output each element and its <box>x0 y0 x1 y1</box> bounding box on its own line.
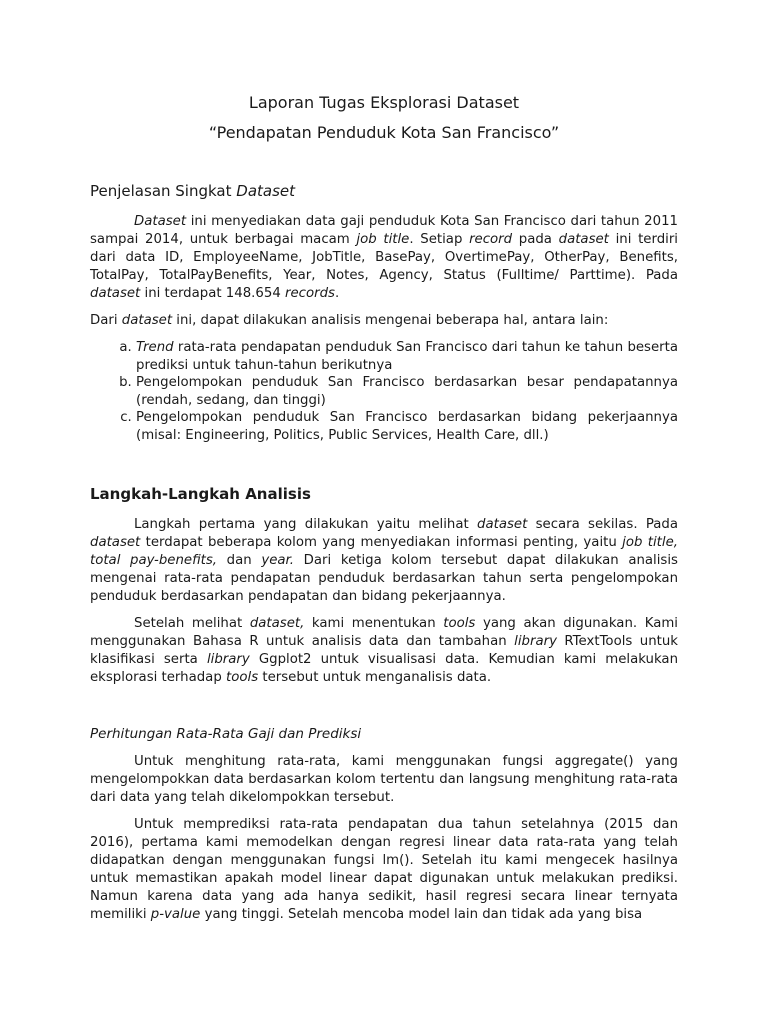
italic-term: dataset, <box>249 616 305 631</box>
italic-term: dataset <box>90 535 141 550</box>
paragraph-analysis-intro <box>90 312 678 330</box>
text-run: yang tinggi. Setelah mencoba model lain dan tidak ada yang bisa <box>200 907 643 922</box>
italic-term: dataset <box>558 232 609 247</box>
text-run: yang akan digunakan. Kami menggunakan Bahasa R untuk analisis data dan tambahan <box>90 616 678 649</box>
italic-term: record <box>469 232 513 247</box>
italic-term: tools <box>226 670 259 685</box>
list-item-b: b. Pengelompokan penduduk San Francisco berdasarkan besar pendapatannya (rendah, sedang, dan tinggi) <box>136 374 678 409</box>
section-heading-dataset <box>90 181 678 201</box>
text-run: secara sekilas. Pada <box>527 517 678 532</box>
italic-term: dataset <box>90 286 141 301</box>
text-run: terdapat beberapa kolom yang menyediakan informasi penting, yaitu <box>140 535 623 550</box>
heading-text: Penjelasan Singkat <box>90 182 237 200</box>
italic-term: dataset <box>477 517 528 532</box>
text-run: ini, dapat dilakukan analisis mengenai beberapa hal, antara lain: <box>172 313 609 328</box>
text-run: . Setiap <box>409 232 470 247</box>
italic-term: dataset <box>121 313 173 328</box>
text-run: Dari ketiga kolom tersebut dapat dilakukan analisis mengenai rata-rata pendapatan penduduk berdasarkan tahun serta pengelompokan penduduk berdasarkan pendapatan dan bidang pekerjaannya. <box>90 553 678 604</box>
italic-term: Dataset <box>134 214 187 229</box>
subsection-heading-average: Perhitungan Rata-Rata Gaji dan Prediksi <box>90 726 362 742</box>
list-item-c: c. Pengelompokan penduduk San Francisco berdasarkan bidang pekerjaannya (misal: Engineering, Politics, Public Services, Health Care, dll.) <box>136 409 678 444</box>
document-subtitle: “Pendapatan Penduduk Kota San Francisco” <box>208 123 560 142</box>
paragraph-prediction-method <box>90 816 678 924</box>
italic-term: Trend <box>136 340 174 355</box>
italic-term: year. <box>261 553 295 568</box>
document-title: Laporan Tugas Eksplorasi Dataset <box>248 93 520 112</box>
text-run: rata-rata pendapatan penduduk San Francisco dari tahun ke tahun beserta prediksi untuk tahun-tahun berikutnya <box>136 340 678 373</box>
text-run: tersebut untuk menganalisis data. <box>258 670 492 685</box>
text-run: Untuk memprediksi rata-rata pendapatan dua tahun setelahnya (2015 dan 2016), pertama kami memodelkan dengan regresi linear data rata-rata yang telah didapatkan dengan menggunakan fungsi lm(). Setelah itu kami mengecek hasilnya untuk memastikan apakah model linear dapat digunakan untuk melakukan prediksi. Namun karena data yang ada hanya sedikit, hasil regresi secara linear ternyata memiliki <box>90 817 678 922</box>
paragraph-steps-first <box>90 516 678 606</box>
section-heading-steps: Langkah-Langkah Analisis <box>90 485 311 503</box>
text-run: . <box>334 286 340 301</box>
paragraph-dataset-description <box>90 213 678 303</box>
text-run: dan <box>217 553 262 568</box>
italic-term: records <box>285 286 335 301</box>
paragraph-average-method: Untuk menghitung rata-rata, kami menggunakan fungsi aggregate() yang mengelompokkan data berdasarkan kolom tertentu dan langsung menghitung rata-rata dari data yang telah dikelompokkan tersebut. <box>90 754 678 805</box>
text-run: RTextTools untuk klasifikasi serta <box>90 634 678 667</box>
text-run: ini terdapat 148.654 <box>140 286 286 301</box>
text-run: Langkah pertama yang dilakukan yaitu melihat <box>134 517 478 532</box>
italic-term: job title <box>356 232 410 247</box>
italic-term: library <box>514 634 557 649</box>
paragraph-steps-tools <box>90 615 678 687</box>
text-run: Dari <box>90 313 122 328</box>
italic-term: job title, total pay-benefits, <box>90 535 678 568</box>
list-item-a <box>136 339 678 374</box>
text-run: Ggplot2 untuk visualisasi data. Kemudian kami melakukan eksplorasi terhadap <box>90 652 678 685</box>
text-run: Setelah melihat <box>134 616 250 631</box>
text-run: ini terdiri dari data ID, EmployeeName, JobTitle, BasePay, OvertimePay, OtherPay, Benefits, TotalPay, TotalPayBenefits, Year, Notes, Agency, Status (Fulltime/ Parttime). Pada <box>90 232 678 283</box>
italic-term: library <box>206 652 250 667</box>
text-run: pada <box>512 232 559 247</box>
text-run: ini menyediakan data gaji penduduk Kota San Francisco dari tahun 2011 sampai 2014, untuk berbagai macam <box>90 214 678 247</box>
italic-term: tools <box>443 616 476 631</box>
italic-term: p-value <box>150 907 201 922</box>
heading-italic-text: Dataset <box>236 182 296 200</box>
analysis-list <box>90 339 678 444</box>
text-run: kami menentukan <box>304 616 444 631</box>
